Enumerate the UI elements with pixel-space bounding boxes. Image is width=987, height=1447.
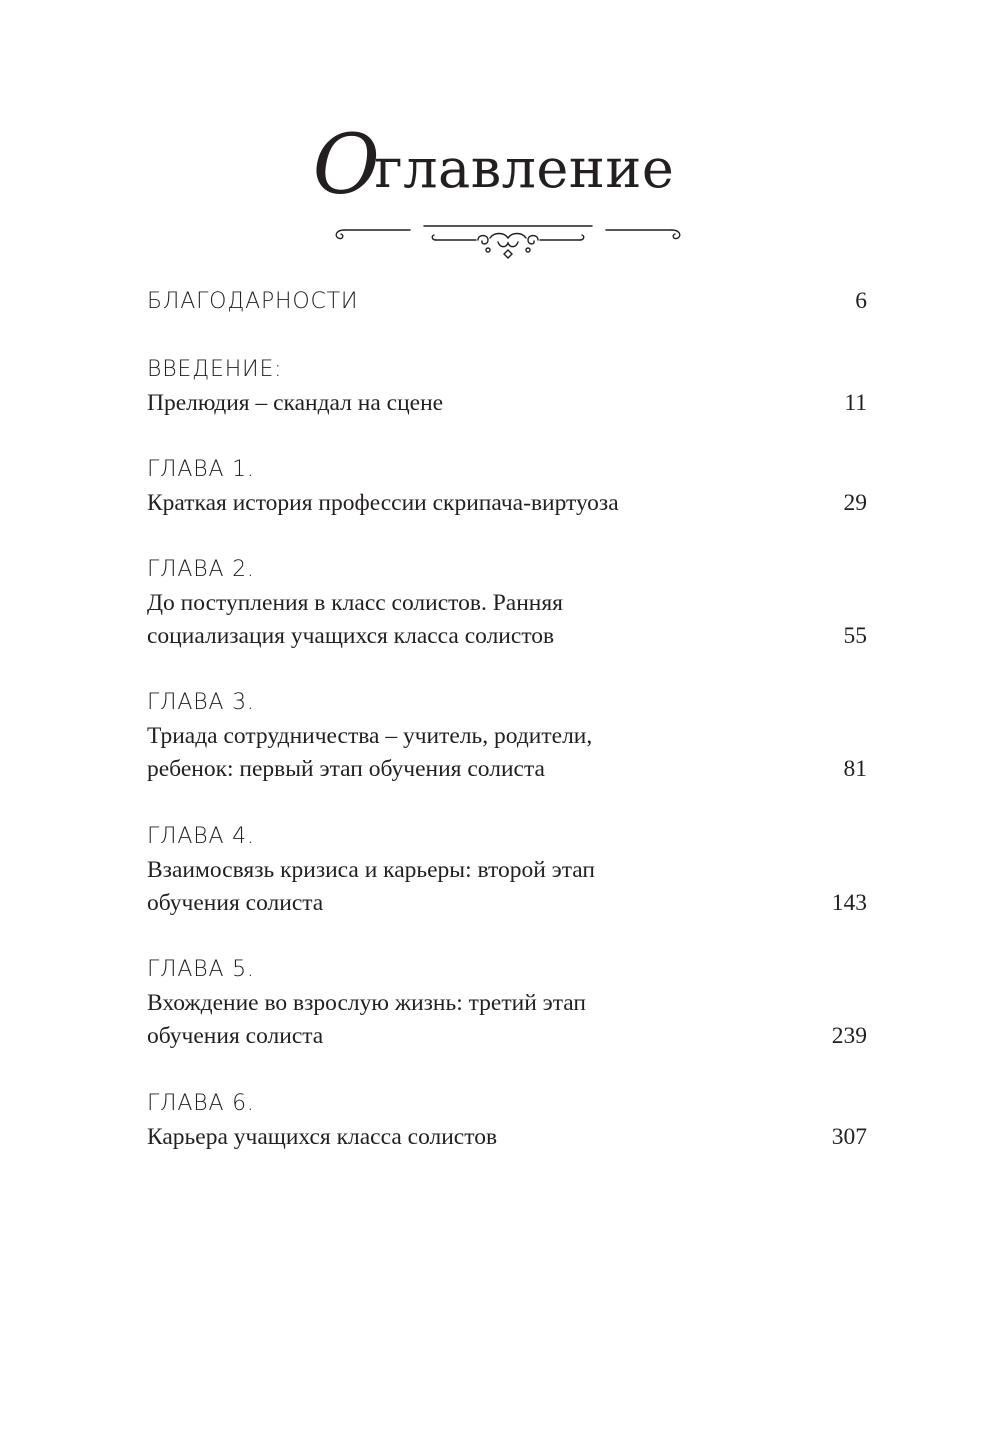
page-number: 11	[844, 390, 867, 416]
entry-title-line: обучения солиста	[147, 1023, 324, 1049]
entry-title-line: Взаимосвязь кризиса и карьеры: второй этап	[147, 857, 595, 883]
entry-title-line: Карьера учащихся класса солистов	[147, 1124, 498, 1150]
entry-title-line: Триада сотрудничества – учитель, родители,	[147, 723, 593, 749]
entry-label: БЛАГОДАРНОСТИ	[147, 289, 359, 314]
entry-title-line: обучения солиста	[147, 890, 324, 916]
entry-title-line: Прелюдия – скандал на сцене	[147, 390, 444, 416]
entry-label: ГЛАВА 3.	[147, 690, 255, 715]
title-initial: О	[312, 118, 381, 213]
entry-label: ГЛАВА 1.	[147, 457, 255, 482]
page-number: 143	[831, 890, 867, 916]
page-number: 6	[855, 288, 867, 314]
title-ornament-icon	[328, 212, 688, 268]
toc-entry-chapter-6[interactable]	[147, 1087, 867, 1154]
toc-entry-chapter-1[interactable]	[147, 453, 867, 520]
entry-label: ГЛАВА 5.	[147, 957, 255, 982]
entry-label: ГЛАВА 6.	[147, 1091, 255, 1116]
toc-entry-introduction[interactable]	[147, 353, 867, 420]
title-rest: главление	[374, 137, 675, 200]
entry-title-line: социализация учащихся класса солистов	[147, 623, 555, 649]
page-title	[0, 118, 987, 213]
entry-title-line: Краткая история профессии скрипача-виртуоза	[147, 490, 619, 516]
page-number: 239	[831, 1023, 867, 1049]
entry-label: ГЛАВА 2.	[147, 557, 255, 582]
entry-label: ВВЕДЕНИЕ:	[147, 357, 283, 382]
entry-title-line: Вхождение во взрослую жизнь: третий этап	[147, 990, 586, 1016]
page-number: 81	[843, 756, 867, 782]
toc-entry-chapter-5[interactable]	[147, 953, 867, 1053]
toc-entry-chapter-4[interactable]	[147, 820, 867, 920]
toc-entry-chapter-3[interactable]	[147, 686, 867, 786]
entry-label: ГЛАВА 4.	[147, 824, 255, 849]
toc-entry-chapter-2[interactable]	[147, 553, 867, 653]
page-number: 307	[831, 1124, 867, 1150]
toc-entry-acknowledgements[interactable]	[147, 285, 867, 318]
page-number: 29	[843, 490, 867, 516]
page-number: 55	[843, 623, 867, 649]
entry-title-line: До поступления в класс солистов. Ранняя	[147, 590, 563, 616]
entry-title-line: ребенок: первый этап обучения солиста	[147, 756, 545, 782]
